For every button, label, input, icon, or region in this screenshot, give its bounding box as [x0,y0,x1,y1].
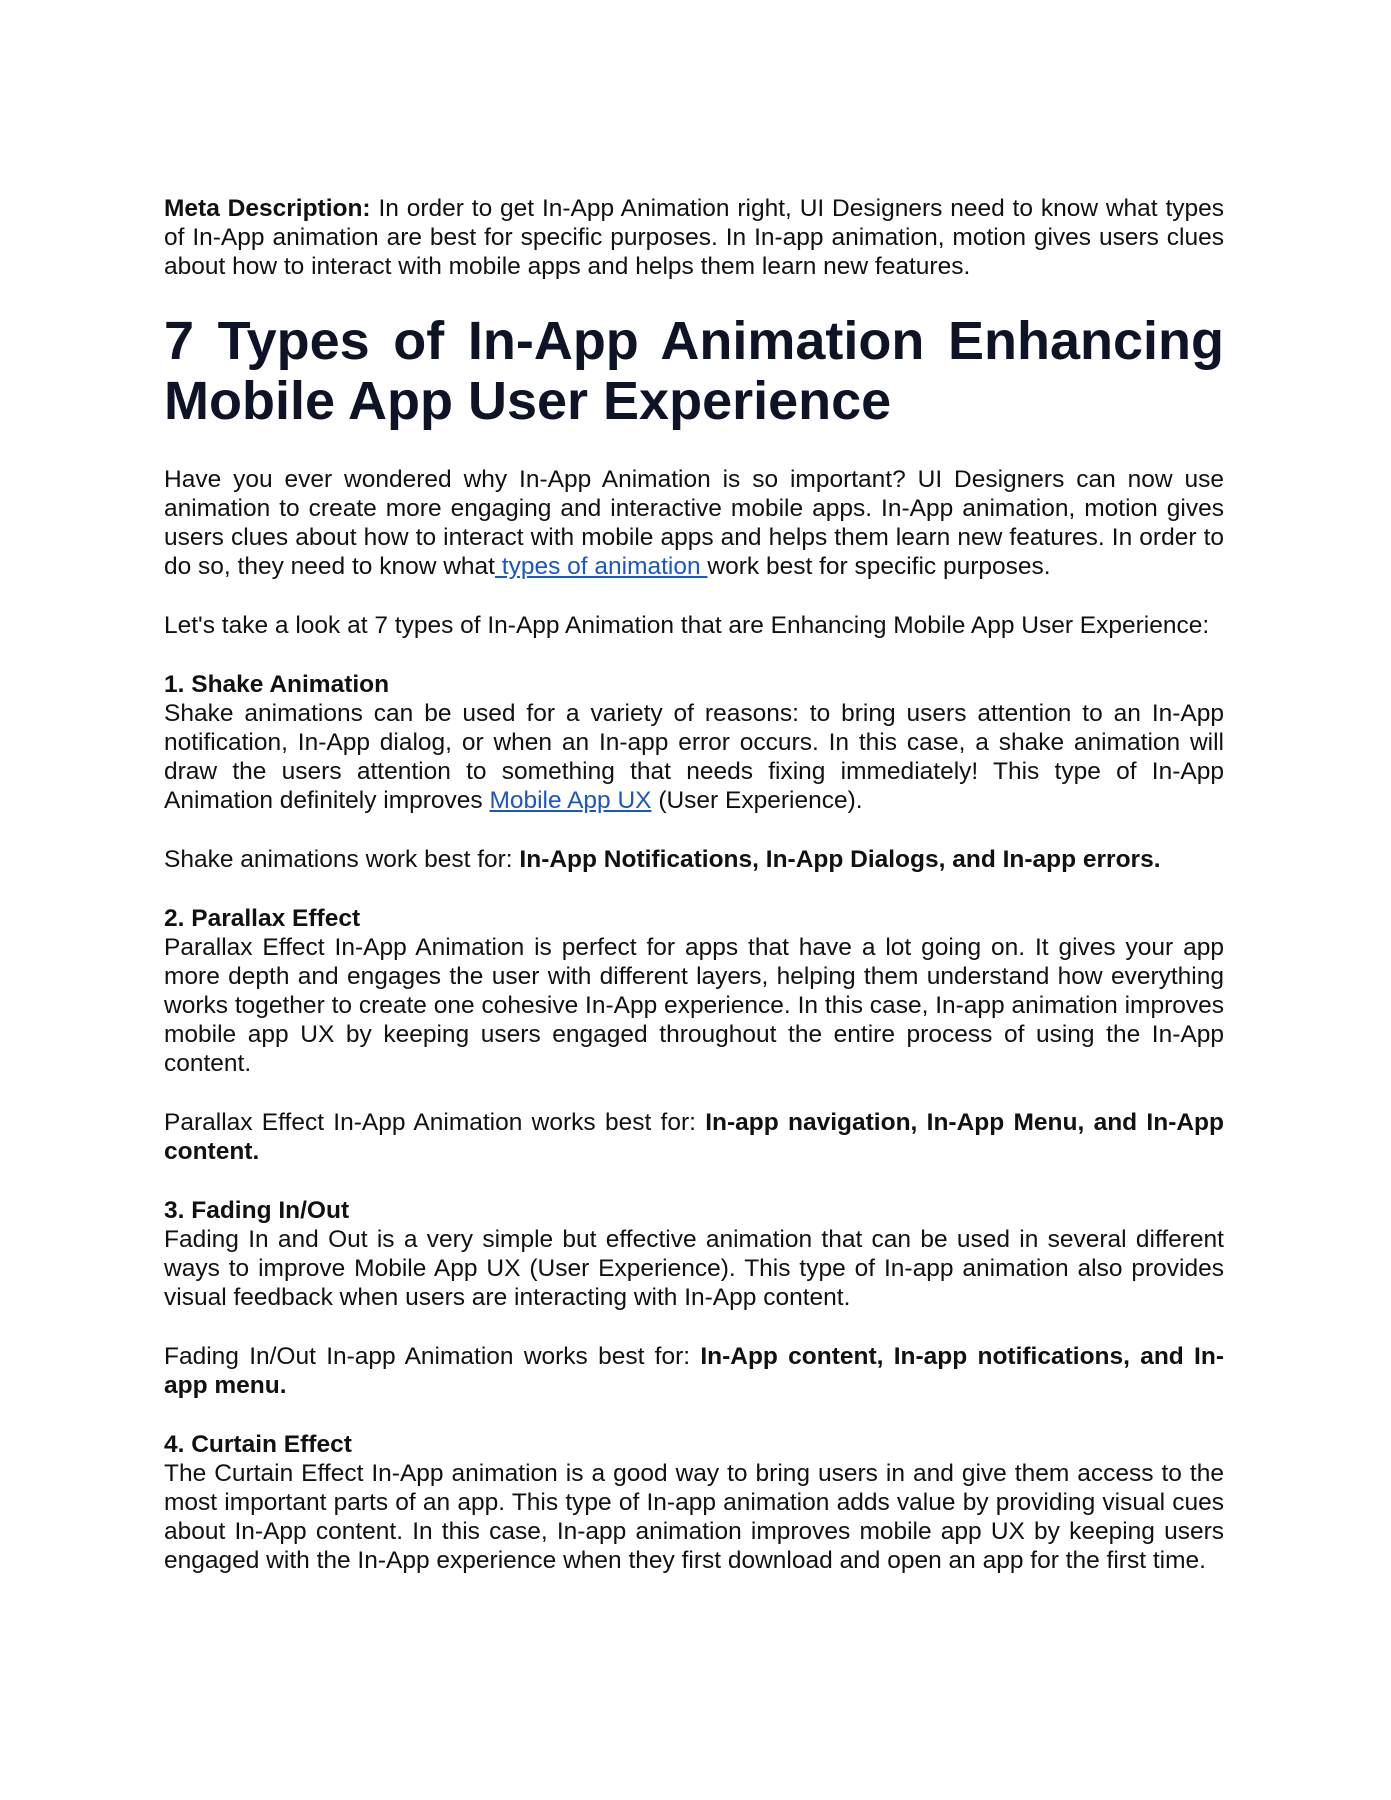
document-page [164,194,1224,1575]
section-body: Fading In and Out is a very simple but effective animation that can be used in several different ways to improve Mobile App UX (User Experience). This type of In-app animation also provides visual feedback when users are interacting with In-App content. [164,1226,1224,1311]
meta-description [164,194,1224,281]
mobile-app-ux-link[interactable]: Mobile App UX [489,787,652,814]
section-shake-animation [164,670,1224,815]
meta-description-text: In order to get In-App Animation right, UI Designers need to know what types of In-App animation are best for specific purposes. In In-app animation, motion gives users clues about how to interact with mobile apps and helps them learn new features. [164,195,1225,280]
best-for-label: Fading In/Out In-app Animation works best for: [164,1343,701,1370]
section-body-end: (User Experience). [651,787,863,814]
intro-text: Have you ever wondered why In-App Animation is so important? UI Designers can now use animation to create more engaging and interactive mobile apps. In-App animation, motion gives users clues about how to interact with mobile apps and helps them learn new features. In order to do so, they need to know what [164,466,1224,580]
best-for-label: Parallax Effect In-App Animation works best for: [164,1109,706,1136]
section-body: Parallax Effect In-App Animation is perfect for apps that have a lot going on. It gives your app more depth and engages the user with different layers, helping them understand how everything works together to create one cohesive In-App experience. In this case, In-app animation improves mobile app UX by keeping users engaged throughout the entire process of using the In-App content. [164,934,1224,1077]
best-for-label: Shake animations work best for: [164,846,520,873]
section-curtain-effect [164,1430,1224,1575]
page-title: 7 Types of In-App Animation Enhancing Mobile App User Experience [164,311,1224,431]
section-heading: 4. Curtain Effect [164,1431,352,1458]
best-for-parallax [164,1108,1224,1166]
section-parallax-effect [164,904,1224,1078]
section-fading-in-out [164,1196,1224,1312]
lead-paragraph: Let's take a look at 7 types of In-App Animation that are Enhancing Mobile App User Experience: [164,612,1210,639]
best-for-shake [164,845,1224,874]
intro-text-end: work best for specific purposes. [707,553,1051,580]
best-for-value: In-App Notifications, In-App Dialogs, and In-app errors. [519,846,1161,873]
section-heading: 1. Shake Animation [164,671,390,698]
section-heading: 3. Fading In/Out [164,1197,350,1224]
section-heading: 2. Parallax Effect [164,905,361,932]
best-for-fading [164,1342,1224,1400]
types-of-animation-link[interactable]: types of animation [494,553,708,580]
intro-paragraph [164,465,1224,581]
section-body: The Curtain Effect In-App animation is a good way to bring users in and give them access to the most important parts of an app. This type of In-app animation adds value by providing visual cues about In-App content. In this case, In-app animation improves mobile app UX by keeping users engaged with the In-App experience when they first download and open an app for the first time. [164,1460,1224,1574]
meta-description-label: Meta Description: [164,195,371,222]
best-for-value: In-App content, In-app notifications, and In-app menu. [164,1343,1224,1399]
section-body: Shake animations can be used for a variety of reasons: to bring users attention to an In-App notification, In-App dialog, or when an In-app error occurs. In this case, a shake animation will draw the users attention to something that needs fixing immediately! This type of In-App Animation definitely improves [164,700,1224,814]
best-for-value: In-app navigation, In-App Menu, and In-App content. [164,1109,1224,1165]
